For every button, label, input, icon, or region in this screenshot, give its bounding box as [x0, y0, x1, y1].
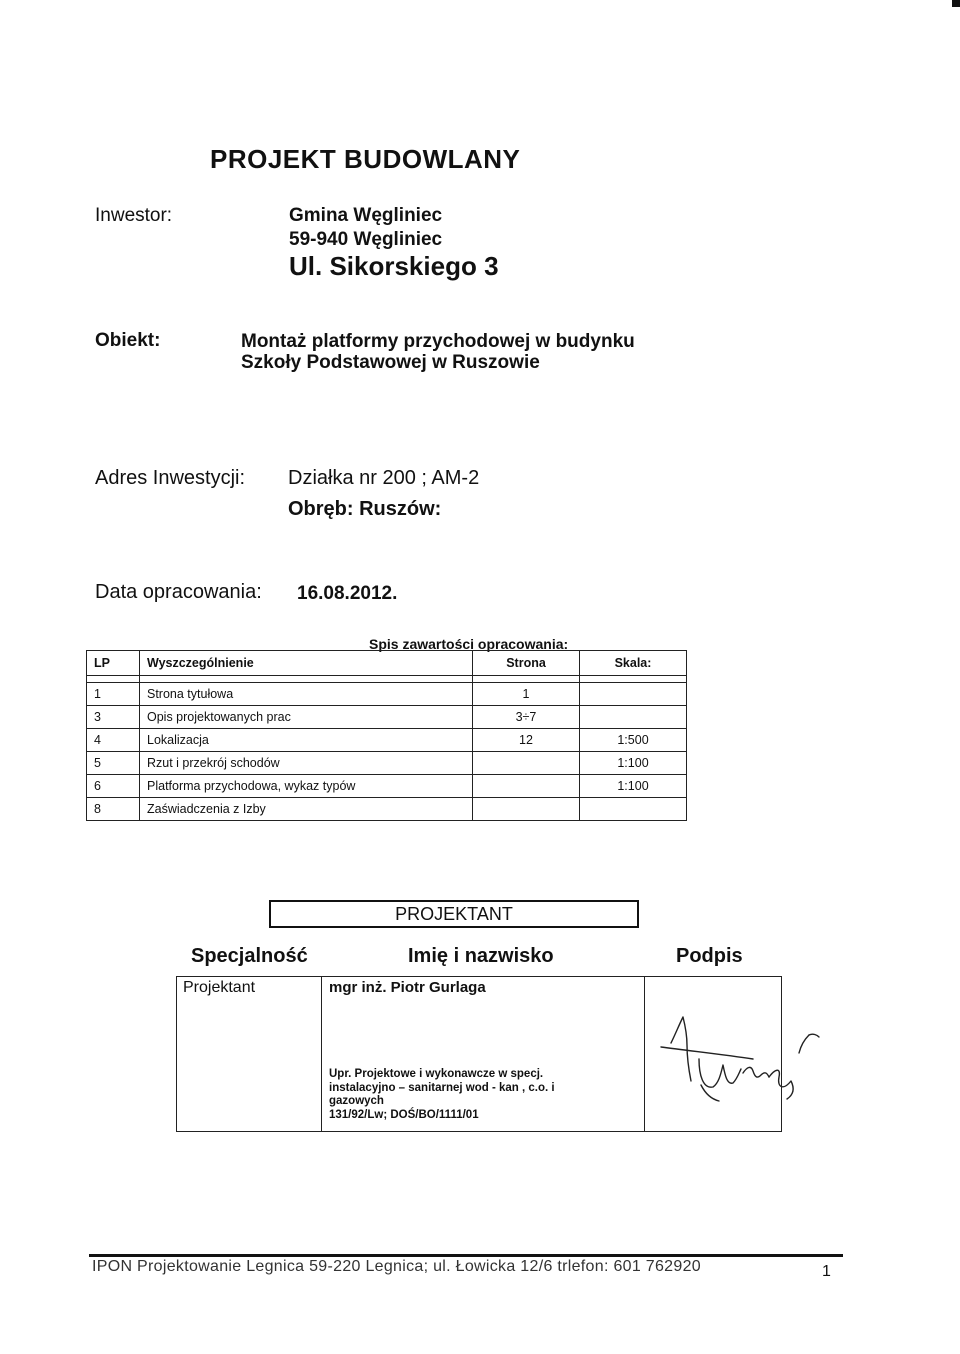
row-lp: 4 — [87, 729, 140, 752]
table-row — [87, 752, 687, 775]
row-page — [473, 775, 580, 798]
row-page: 3÷7 — [473, 706, 580, 729]
row-lp: 3 — [87, 706, 140, 729]
row-page — [473, 752, 580, 775]
row-scale — [580, 798, 687, 821]
designer-section-title: PROJEKTANT — [269, 900, 639, 928]
contents-title: Spis zawartości opracowania: — [369, 636, 569, 652]
table-row — [87, 683, 687, 706]
investor-label: Inwestor: — [95, 205, 173, 226]
row-lp: 5 — [87, 752, 140, 775]
row-lp: 8 — [87, 798, 140, 821]
qualification-line: Upr. Projektowe i wykonawcze w specj. — [329, 1068, 544, 1080]
row-description: Strona tytułowa — [140, 683, 473, 706]
object-line-1: Montaż platformy przychodowej w budynku — [241, 331, 635, 352]
table-row — [87, 798, 687, 821]
designer-table — [176, 976, 782, 1132]
designer-name-cell — [322, 977, 645, 1132]
date-value: 16.08.2012. — [297, 583, 398, 604]
row-lp: 6 — [87, 775, 140, 798]
object-line-2: Szkoły Podstawowej w Ruszowie — [241, 352, 540, 373]
table-row — [87, 706, 687, 729]
designer-row — [177, 977, 782, 1132]
qualification-line: 131/92/Lw; DOŚ/BO/1111/01 — [329, 1108, 479, 1121]
row-scale: 1:100 — [580, 775, 687, 798]
investor-name: Gmina Węgliniec — [289, 205, 443, 226]
header-lp: LP — [87, 651, 140, 676]
address-parcel: Działka nr 200 ; AM-2 — [288, 467, 480, 489]
address-precinct: Obręb: Ruszów: — [288, 498, 442, 520]
designer-header-signature: Podpis — [676, 945, 743, 967]
header-gap — [87, 676, 687, 683]
designer-qualifications — [329, 1068, 555, 1122]
table-row — [87, 775, 687, 798]
investor-postcode: 59-940 Węgliniec — [289, 229, 443, 250]
row-description: Zaświadczenia z Izby — [140, 798, 473, 821]
qualification-line: instalacyjno – sanitarnej wod - kan , c.o. i — [329, 1081, 555, 1094]
date-label: Data opracowania: — [95, 581, 262, 603]
designer-name: mgr inż. Piotr Gurlaga — [329, 979, 486, 996]
table-row — [87, 729, 687, 752]
row-scale: 1:100 — [580, 752, 687, 775]
row-scale — [580, 706, 687, 729]
contents-header-row — [87, 651, 687, 676]
address-label: Adres Inwestycji: — [95, 467, 246, 489]
row-scale: 1:500 — [580, 729, 687, 752]
row-description: Rzut i przekrój schodów — [140, 752, 473, 775]
footer-company-info: IPON Projektowanie Legnica 59-220 Legnica; ul. Łowicka 12/6 trlefon: 601 762920 — [92, 1258, 701, 1275]
object-label: Obiekt: — [95, 330, 161, 351]
row-description: Opis projektowanych prac — [140, 706, 473, 729]
handwritten-signature — [641, 995, 816, 1125]
row-lp: 1 — [87, 683, 140, 706]
designer-role: Projektant — [177, 977, 322, 1132]
header-scale: Skala: — [580, 651, 687, 676]
row-description: Lokalizacja — [140, 729, 473, 752]
scan-corner-mark — [952, 0, 960, 7]
header-description: Wyszczególnienie — [140, 651, 473, 676]
row-page: 1 — [473, 683, 580, 706]
contents-table — [86, 650, 687, 821]
row-scale — [580, 683, 687, 706]
document-title: PROJEKT BUDOWLANY — [210, 144, 521, 174]
qualification-line: gazowych — [329, 1095, 384, 1107]
investor-street: Ul. Sikorskiego 3 — [289, 251, 499, 281]
footer-rule — [89, 1254, 843, 1257]
page-number: 1 — [822, 1263, 831, 1280]
row-description: Platforma przychodowa, wykaz typów — [140, 775, 473, 798]
row-page: 12 — [473, 729, 580, 752]
signature-cell — [645, 977, 782, 1132]
header-page: Strona — [473, 651, 580, 676]
designer-header-speciality: Specjalność — [191, 945, 308, 967]
row-page — [473, 798, 580, 821]
designer-header-name: Imię i nazwisko — [408, 945, 554, 967]
